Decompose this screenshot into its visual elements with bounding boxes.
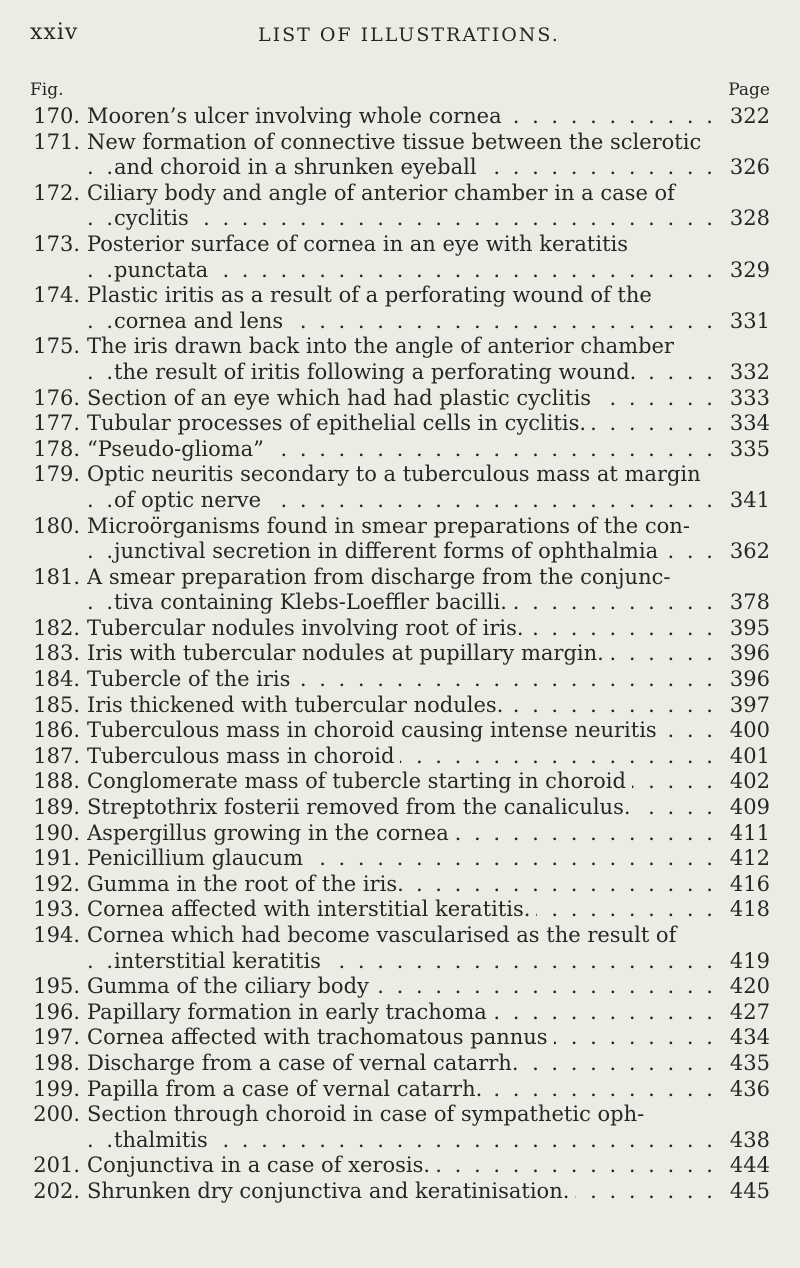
page-reference: 434	[720, 1025, 770, 1051]
list-item	[30, 1000, 770, 1026]
page-reference: 378	[720, 590, 770, 616]
page-reference: 445	[720, 1179, 770, 1205]
caption-text: Tubular processes of epithelial cells in cyclitis.	[87, 411, 592, 435]
list-item	[30, 769, 770, 795]
caption-line	[87, 667, 722, 693]
figure-caption	[87, 130, 722, 181]
figure-caption	[87, 821, 722, 847]
figure-number: 179.	[33, 462, 80, 487]
figure-number: 197.	[33, 1025, 80, 1050]
figure-caption	[87, 846, 722, 872]
caption-line	[87, 923, 722, 949]
figure-caption	[87, 667, 722, 693]
running-head	[30, 20, 770, 50]
page-reference: 395	[720, 616, 770, 642]
figure-number: 200.	[33, 1102, 80, 1127]
caption-text: cyclitis	[114, 206, 195, 230]
list-item	[30, 744, 770, 770]
caption-text: Penicillium glaucum	[87, 846, 309, 870]
caption-text: Discharge from a case of vernal catarrh.	[87, 1051, 525, 1075]
figure-caption	[87, 565, 722, 616]
page-reference: 331	[720, 309, 770, 335]
page-reference: 397	[720, 693, 770, 719]
figure-number: 172.	[33, 180, 80, 205]
figure-caption	[87, 897, 722, 923]
figure-caption	[87, 181, 722, 232]
caption-text: Conjunctiva in a case of xerosis.	[87, 1153, 436, 1177]
list-item	[30, 1077, 770, 1103]
list-item	[30, 872, 770, 898]
page-reference: 436	[720, 1077, 770, 1103]
page-reference: 333	[720, 386, 770, 412]
list-item	[30, 641, 770, 667]
caption-text: Ciliary body and angle of anterior chamber in a case of	[87, 180, 675, 205]
caption-line	[87, 1102, 722, 1128]
list-item	[30, 616, 770, 642]
figure-caption	[87, 769, 722, 795]
figure-number: 176.	[33, 385, 80, 410]
figure-caption	[87, 411, 722, 437]
figure-caption	[87, 283, 722, 334]
caption-line	[87, 795, 722, 821]
figure-number: 194.	[33, 923, 80, 947]
caption-line	[87, 974, 722, 1000]
caption-line	[87, 565, 722, 591]
figure-number: 191.	[33, 846, 80, 871]
figure-caption	[87, 641, 722, 667]
figure-caption	[87, 795, 722, 821]
figure-number: 201.	[33, 1153, 80, 1178]
caption-line	[87, 309, 722, 335]
caption-text: and choroid in a shrunken eyeball	[114, 155, 483, 179]
figure-number: 171.	[33, 129, 80, 154]
caption-line	[87, 488, 722, 514]
caption-text: Tuberculous mass in choroid causing intense neuritis	[87, 718, 663, 742]
figure-number: 173.	[33, 231, 80, 256]
list-item	[30, 1025, 770, 1051]
caption-line	[87, 744, 722, 770]
caption-line	[87, 130, 722, 156]
page-reference: 396	[720, 641, 770, 667]
page-reference: 396	[720, 667, 770, 693]
caption-line	[87, 821, 722, 847]
figure-caption	[87, 693, 722, 719]
figure-number: 186.	[33, 718, 80, 743]
caption-text: Cornea affected with interstitial keratitis.	[87, 897, 536, 921]
illustration-list	[30, 104, 770, 1205]
caption-line	[87, 181, 722, 207]
figure-number: 180.	[33, 513, 80, 538]
caption-line	[87, 514, 722, 540]
caption-line	[87, 1179, 722, 1205]
figure-number: 177.	[33, 411, 80, 436]
list-item	[30, 283, 770, 334]
caption-text: Conglomerate mass of tubercle starting in choroid	[87, 769, 632, 793]
caption-text: A smear preparation from discharge from the conjunc-	[87, 564, 671, 589]
figure-column-heading: Fig.	[30, 80, 64, 100]
caption-text: Cornea affected with trachomatous pannus	[87, 1025, 554, 1049]
caption-text: The iris drawn back into the angle of anterior chamber	[87, 334, 674, 359]
page-reference: 332	[720, 360, 770, 386]
figure-number: 178.	[33, 436, 80, 461]
caption-text: New formation of connective tissue between the sclerotic	[87, 129, 702, 154]
list-item	[30, 693, 770, 719]
page-reference: 400	[720, 718, 770, 744]
caption-text: Iris with tubercular nodules at pupillary margin.	[87, 641, 610, 665]
figure-number: 185.	[33, 692, 80, 717]
figure-number: 183.	[33, 641, 80, 666]
caption-line	[87, 206, 722, 232]
list-item	[30, 462, 770, 513]
list-item	[30, 181, 770, 232]
column-headings	[30, 80, 770, 102]
page-reference: 427	[720, 1000, 770, 1026]
caption-text: tiva containing Klebs-Loeffler bacilli.	[114, 590, 513, 614]
caption-text: Mooren’s ulcer involving whole cornea	[87, 104, 508, 128]
list-item	[30, 821, 770, 847]
list-item	[30, 437, 770, 463]
caption-text: Papilla from a case of vernal catarrh.	[87, 1077, 488, 1101]
figure-caption	[87, 1102, 722, 1153]
figure-caption	[87, 462, 722, 513]
figure-number: 189.	[33, 795, 80, 820]
caption-text: Gumma in the root of the iris.	[87, 872, 410, 896]
page-reference: 411	[720, 821, 770, 847]
list-item	[30, 334, 770, 385]
caption-line	[87, 949, 722, 975]
figure-caption	[87, 437, 722, 463]
caption-line	[87, 846, 722, 872]
caption-line	[87, 1000, 722, 1026]
figure-number: 174.	[33, 283, 80, 308]
list-item	[30, 1102, 770, 1153]
figure-caption	[87, 974, 722, 1000]
caption-line	[87, 283, 722, 309]
caption-text: Posterior surface of cornea in an eye with keratitis	[87, 231, 629, 256]
caption-text: Gumma of the ciliary body	[87, 974, 375, 998]
page-reference: 438	[720, 1128, 770, 1154]
page-number: xxiv	[30, 20, 79, 45]
page-reference: 420	[720, 974, 770, 1000]
list-item	[30, 232, 770, 283]
figure-number: 196.	[33, 999, 80, 1024]
list-item	[30, 1153, 770, 1179]
page-reference: 401	[720, 744, 770, 770]
caption-line	[87, 155, 722, 181]
figure-number: 182.	[33, 615, 80, 640]
figure-number: 175.	[33, 334, 80, 359]
page-reference: 362	[720, 539, 770, 565]
caption-line	[87, 258, 722, 284]
caption-text: Cornea which had become vascularised as the result of	[87, 923, 677, 947]
figure-caption	[87, 386, 722, 412]
caption-line	[87, 462, 722, 488]
page-reference: 328	[720, 206, 770, 232]
figure-caption	[87, 232, 722, 283]
figure-number: 192.	[33, 871, 80, 896]
figure-caption	[87, 1077, 722, 1103]
caption-line	[87, 718, 722, 744]
caption-text: Shrunken dry conjunctiva and keratinisation.	[87, 1179, 575, 1203]
caption-line	[87, 539, 722, 565]
figure-caption	[87, 1025, 722, 1051]
caption-text: Papillary formation in early trachoma	[87, 1000, 493, 1024]
figure-number: 184.	[33, 667, 80, 692]
caption-line	[87, 769, 722, 795]
figure-number: 190.	[33, 820, 80, 845]
page-reference: 416	[720, 872, 770, 898]
page-title: LIST OF ILLUSTRATIONS.	[258, 24, 560, 46]
caption-line	[87, 641, 722, 667]
list-item	[30, 1051, 770, 1077]
caption-text: Tubercle of the iris	[87, 667, 296, 691]
caption-text: Section through choroid in case of sympathetic oph-	[87, 1102, 645, 1127]
caption-text: interstitial keratitis	[114, 949, 327, 973]
caption-line	[87, 897, 722, 923]
caption-line	[87, 693, 722, 719]
caption-text: Streptothrix fosterii removed from the canaliculus.	[87, 795, 637, 819]
list-item	[30, 923, 770, 974]
caption-line	[87, 1077, 722, 1103]
caption-line	[87, 616, 722, 642]
figure-caption	[87, 1153, 722, 1179]
figure-caption	[87, 1051, 722, 1077]
page-reference: 341	[720, 488, 770, 514]
figure-caption	[87, 1179, 722, 1205]
list-item	[30, 104, 770, 130]
list-item	[30, 386, 770, 412]
figure-number: 181.	[33, 564, 80, 589]
figure-caption	[87, 1000, 722, 1026]
figure-caption	[87, 334, 722, 385]
figure-number: 199.	[33, 1076, 80, 1101]
caption-text: Tubercular nodules involving root of iris.	[87, 616, 530, 640]
caption-line	[87, 1153, 722, 1179]
caption-line	[87, 232, 722, 258]
figure-number: 170.	[33, 104, 80, 128]
figure-number: 202.	[33, 1178, 80, 1203]
list-item	[30, 795, 770, 821]
caption-text: Aspergillus growing in the cornea	[87, 821, 455, 845]
list-item	[30, 974, 770, 1000]
caption-line	[87, 1128, 722, 1154]
caption-line	[87, 360, 722, 386]
caption-text: Section of an eye which had had plastic cyclitis	[87, 386, 597, 410]
caption-text: of optic nerve	[114, 488, 267, 512]
caption-line	[87, 411, 722, 437]
figure-caption	[87, 744, 722, 770]
caption-text: punctata	[114, 258, 214, 282]
caption-line	[87, 386, 722, 412]
list-item	[30, 718, 770, 744]
page-reference: 335	[720, 437, 770, 463]
page-column-heading: Page	[728, 80, 770, 100]
figure-number: 187.	[33, 743, 80, 768]
caption-text: Microörganisms found in smear preparations of the con-	[87, 513, 690, 538]
list-item	[30, 411, 770, 437]
page-reference: 322	[720, 104, 770, 130]
page-reference: 334	[720, 411, 770, 437]
caption-text: “Pseudo-glioma”	[87, 437, 270, 461]
list-item	[30, 514, 770, 565]
caption-line	[87, 334, 722, 360]
caption-text: Tuberculous mass in choroid	[87, 744, 400, 768]
page-reference: 418	[720, 897, 770, 923]
page-reference: 329	[720, 258, 770, 284]
caption-text: cornea and lens	[114, 309, 289, 333]
list-item	[30, 565, 770, 616]
caption-line	[87, 104, 722, 130]
page-reference: 444	[720, 1153, 770, 1179]
figure-number: 193.	[33, 897, 80, 922]
caption-line	[87, 590, 722, 616]
caption-line	[87, 1051, 722, 1077]
page-reference: 402	[720, 769, 770, 795]
caption-line	[87, 872, 722, 898]
page-reference: 326	[720, 155, 770, 181]
list-item	[30, 846, 770, 872]
figure-caption	[87, 104, 722, 130]
figure-caption	[87, 872, 722, 898]
figure-caption	[87, 718, 722, 744]
page-reference: 412	[720, 846, 770, 872]
caption-line	[87, 437, 722, 463]
figure-number: 195.	[33, 974, 80, 999]
list-item	[30, 667, 770, 693]
figure-caption	[87, 616, 722, 642]
caption-text: Plastic iritis as a result of a perforating wound of the	[87, 283, 652, 308]
list-item	[30, 1179, 770, 1205]
figure-caption	[87, 514, 722, 565]
page-reference: 419	[720, 949, 770, 975]
page-reference: 409	[720, 795, 770, 821]
figure-number: 188.	[33, 769, 80, 794]
caption-text: thalmitis	[114, 1128, 214, 1152]
figure-number: 198.	[33, 1050, 80, 1075]
caption-text: the result of iritis following a perforating wound.	[114, 360, 642, 384]
caption-text: Optic neuritis secondary to a tuberculous mass at margin	[87, 462, 701, 487]
list-item	[30, 130, 770, 181]
page-reference: 435	[720, 1051, 770, 1077]
caption-line	[87, 1025, 722, 1051]
caption-text: Iris thickened with tubercular nodules.	[87, 693, 509, 717]
list-item	[30, 897, 770, 923]
figure-caption	[87, 923, 722, 974]
caption-text: junctival secretion in different forms of ophthalmia	[114, 539, 664, 563]
